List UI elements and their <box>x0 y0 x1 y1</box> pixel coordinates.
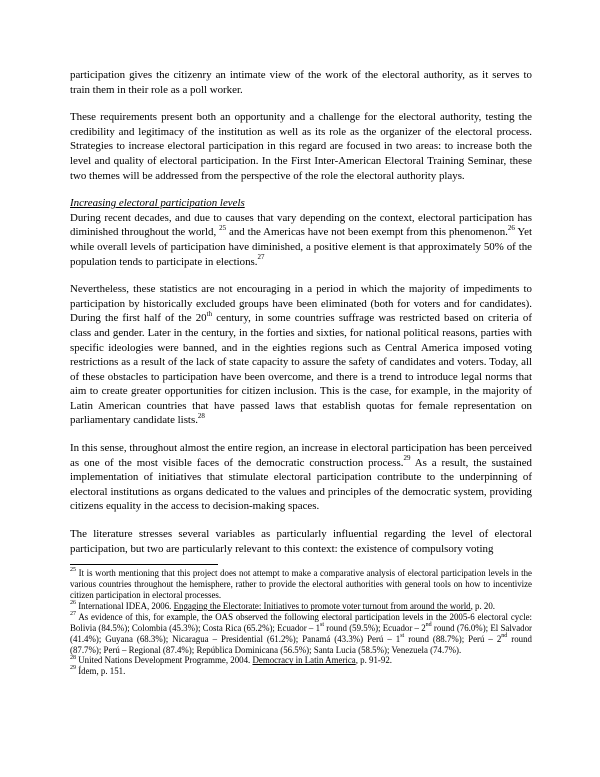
paragraph-2: These requirements present both an opportunity and a challenge for the electoral authority, testing the credibility and legitimacy of the institution as well as its role as the organizer of the electoral process. Strategies to increase electoral participation in this regard are focused in two areas: to increase both the level and quality of electoral participation. In the First Inter-American Electoral Training Seminar, these two themes will be addressed from the perspective of the role the electoral authority plays. <box>70 111 532 182</box>
paragraph-3: During recent decades, and due to causes that vary depending on the context, electoral participation has diminished throughout the world, $^{25}$ and the Americas have not been exempt from this phenomenon.$^{26}$ Yet while overall levels of participation have diminished, a positive element is that approximately 50% of the population tends to participate in elections.$^{27}$ <box>70 211 532 268</box>
footnote-28-title: Democracy in Latin America <box>252 655 356 666</box>
footnote-ref-28[interactable]: 28 <box>197 411 205 420</box>
paragraph-5: In this sense, throughout almost the entire region, an increase in electoral participation has been perceived as one of the most visible faces of the democratic construction process.$^{29}$ As a result, the sustained implementation of initiatives that stimulate electoral participation contribute to the underpinning of electoral institutions as organs dedicated to the values and principles of the democratic system, providing citizens equality in the access to decision-making spaces. <box>70 442 532 513</box>
footnote-divider <box>70 564 218 565</box>
footnote-29: $^{29}$ Ídem, p. 151. <box>70 665 126 677</box>
footnote-27: $^{27}$ As evidence of this, for example, the OAS observed the following electoral participation levels in the 2005-6 electoral cycle: Bolivia (84.5%); Colombia (45.3%); Costa Rica (65.2%); Ecuador – 1st round (59.5%); Ecuador – 2nd round (76.0%); El Salvador (41.4%); Guyana (68.3%); Nicaragua – Presidential (61.2%); Panamá (43.3%) Perú – 1st round (88.7%); Perú – 2nd round (87.7%); Perú – Regional (87.4%); República Dominicana (56.5%); Santa Lucia (58.5%); Venezuela (74.7%). <box>70 610 533 655</box>
footnote-ref-26[interactable]: 26 <box>507 223 515 232</box>
paragraph-4: Nevertheless, these statistics are not encouraging in a period in which the majority of impediments to participation by historically excluded groups have been eliminated (both for voters and for candidates). During the first half of the 20th century, in some countries suffrage was restricted based on criteria of class and gender. Later in the century, in the forties and sixties, for national political reasons, parties with specific ideologies were banned, and in the eighties regions such as Central America imposed voting restrictions as a result of the lack of state capacity to assure the safety of candidates and voters. Today, all of these obstacles to participation have been overcome, and there is a trend to introduce legal norms that aim to create greater opportunities for citizen inclusion. This is the case, for example, in the majority of Latin American countries that have passed laws that establish quotas for female representation on parliamentary candidate lists.$^{28}$ <box>70 283 532 427</box>
footnote-ref-25[interactable]: 25 <box>219 223 227 232</box>
paragraph-1: participation gives the citizenry an intimate view of the work of the electoral authority, as it serves to train them in their role as a poll worker. <box>70 69 532 96</box>
footnote-25: $^{25}$ It is worth mentioning that this project does not attempt to make a comparative analysis of electoral participation levels in the various countries throughout the hemisphere, rather to provide the electoral authorities with general tools on how to incentivize citizen participation in electoral processes. <box>70 567 532 601</box>
footnote-ref-27[interactable]: 27 <box>257 252 265 261</box>
footnote-28: $^{28}$ United Nations Development Programme, 2004. Democracy in Latin America, p. 91-92. <box>70 654 392 666</box>
section-heading: Increasing electoral participation levels <box>70 197 245 210</box>
document-page <box>70 68 532 677</box>
footnote-26-title: Engaging the Electorate: Initiatives to promote voter turnout from around the world <box>173 600 471 611</box>
paragraph-6: The literature stresses several variables as particularly influential regarding the level of electoral participation, but two are particularly relevant to this context: the existence of compulsory voting <box>70 528 532 555</box>
footnote-ref-29[interactable]: 29 <box>403 454 411 463</box>
footnote-26: $^{26}$ International IDEA, 2006. Engaging the Electorate: Initiatives to promote voter turnout from around the world, p. 20. <box>70 599 495 611</box>
